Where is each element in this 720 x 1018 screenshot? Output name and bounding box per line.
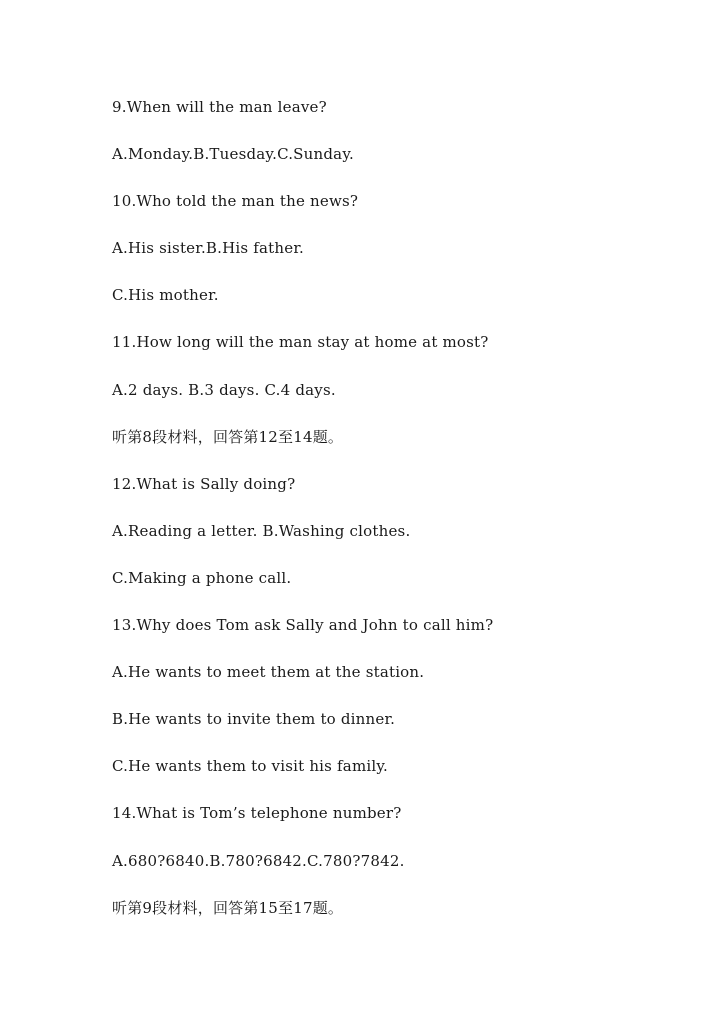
question-12-option-c: C.Making a phone call. (112, 568, 292, 587)
question-9: 9.When will the man leave? (112, 98, 327, 116)
question-13-option-a: A.He wants to meet them at the station. (112, 663, 425, 682)
question-10-option-c: C.His mother. (112, 286, 219, 305)
question-14: 14.What is Tom’s telephone number? (112, 804, 402, 823)
question-10-options-ab: A.His sister.B.His father. (112, 239, 305, 258)
question-13-option-b: B.He wants to invite them to dinner. (112, 710, 396, 729)
question-13: 13.Why does Tom ask Sally and John to call him? (112, 616, 494, 635)
question-11: 11.How long will the man stay at home at most? (112, 333, 489, 352)
section-instruction-9: 听第9段材料，回答第15至17题。 (112, 898, 344, 917)
section-instruction-8: 听第8段材料，回答第12至14题。 (112, 427, 344, 446)
question-12-options-ab: A.Reading a letter. B.Washing clothes. (112, 521, 411, 540)
question-14-options: A.680?6840.B.780?6842.C.780?7842. (112, 851, 405, 870)
question-12: 12.What is Sally doing? (112, 474, 296, 493)
question-10: 10.Who told the man the news? (112, 192, 359, 211)
question-13-option-c: C.He wants them to visit his family. (112, 757, 389, 776)
question-11-options: A.2 days. B.3 days. C.4 days. (112, 380, 336, 399)
question-9-options: A.Monday.B.Tuesday.C.Sunday. (112, 145, 354, 164)
question-list (112, 96, 692, 944)
